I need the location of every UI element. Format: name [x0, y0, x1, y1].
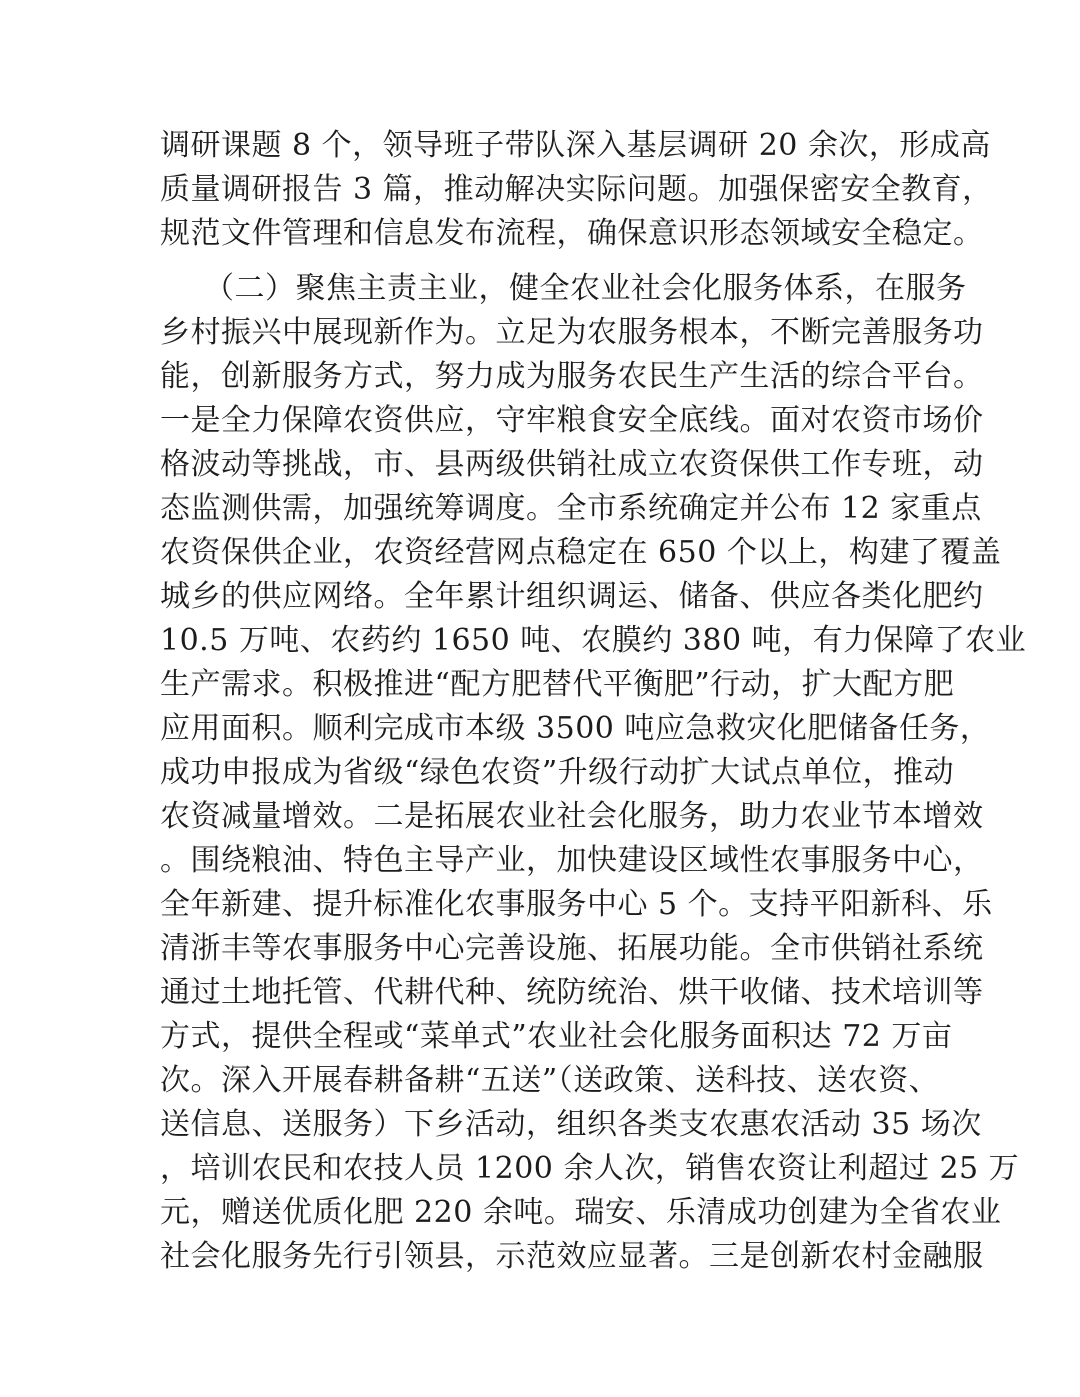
text-line: 乡村振兴中展现新作为。立足为农服务根本，不断完善服务功	[160, 315, 984, 350]
text-line: 10.5 万吨、农药约 1650 吨、农膜约 380 吨，有力保障了农业	[160, 623, 1027, 658]
text-line: 调研课题 8 个，领导班子带队深入基层调研 20 余次，形成高	[160, 128, 991, 163]
paragraph-1	[160, 124, 993, 256]
text-line: 清浙丰等农事服务中心完善设施、拓展功能。全市供销社系统	[160, 931, 984, 966]
text-line: 能，创新服务方式，努力成为服务农民生产生活的综合平台。	[160, 359, 984, 394]
text-line: 一是全力保障农资供应，守牢粮食安全底线。面对农资市场价	[160, 403, 984, 438]
text-line: 次。深入开展春耕备耕“五送”（送政策、送科技、送农资、	[160, 1063, 940, 1098]
text-line: 生产需求。积极推进“配方肥替代平衡肥”行动，扩大配方肥	[160, 667, 955, 702]
text-line: 。围绕粮油、特色主导产业，加快建设区域性农事服务中心，	[160, 843, 984, 878]
text-line: 城乡的供应网络。全年累计组织调运、储备、供应各类化肥约	[160, 579, 984, 614]
text-line: 质量调研报告 3 篇，推动解决实际问题。加强保密安全教育，	[160, 172, 993, 207]
text-line: 应用面积。顺利完成市本级 3500 吨应急救灾化肥储备任务，	[160, 711, 991, 746]
text-line: 元，赠送优质化肥 220 余吨。瑞安、乐清成功创建为全省农业	[160, 1195, 1002, 1230]
text-line: （二）聚焦主责主业，健全农业社会化服务体系，在服务	[204, 271, 967, 306]
text-line: 态监测供需，加强统筹调度。全市系统确定并公布 12 家重点	[160, 491, 982, 526]
text-line: 社会化服务先行引领县，示范效应显著。三是创新农村金融服	[160, 1239, 984, 1274]
text-line: 通过土地托管、代耕代种、统防统治、烘干收储、技术培训等	[160, 975, 984, 1010]
paragraph-2	[160, 267, 1027, 1279]
text-line: ，培训农民和农技人员 1200 余人次，销售农资让利超过 25 万	[160, 1151, 1020, 1186]
text-line: 农资减量增效。二是拓展农业社会化服务，助力农业节本增效	[160, 799, 984, 834]
text-line: 农资保供企业，农资经营网点稳定在 650 个以上，构建了覆盖	[160, 535, 1002, 570]
text-line: 送信息、送服务）下乡活动，组织各类支农惠农活动 35 场次	[160, 1107, 982, 1142]
text-line: 成功申报成为省级“绿色农资”升级行动扩大试点单位，推动	[160, 755, 955, 790]
text-line: 方式，提供全程或“菜单式”农业社会化服务面积达 72 万亩	[160, 1019, 953, 1054]
text-line: 格波动等挑战，市、县两级供销社成立农资保供工作专班，动	[160, 447, 984, 482]
text-line: 规范文件管理和信息发布流程，确保意识形态领域安全稳定。	[160, 216, 984, 251]
text-line: 全年新建、提升标准化农事服务中心 5 个。支持平阳新科、乐	[160, 887, 993, 922]
